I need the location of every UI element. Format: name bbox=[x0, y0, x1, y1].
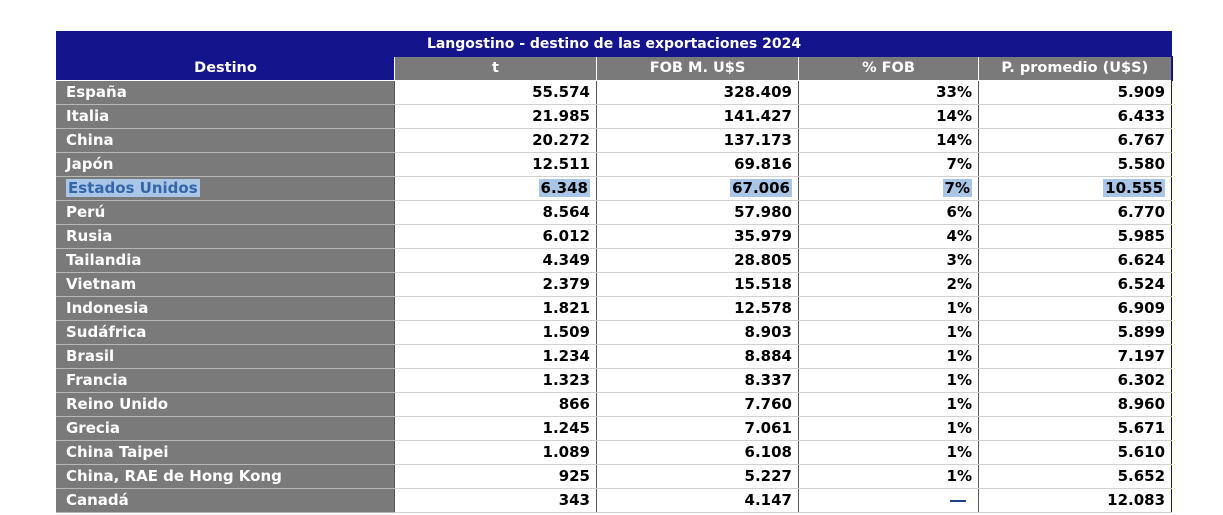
cell-fob[interactable] bbox=[597, 153, 799, 177]
cell-fob-value: 8.903 bbox=[744, 323, 792, 341]
cell-destino-value: Japón bbox=[66, 155, 114, 173]
table-row bbox=[57, 345, 1172, 369]
cell-fob-value: 15.518 bbox=[734, 275, 792, 293]
cell-precio-promedio-value: 5.671 bbox=[1117, 419, 1166, 437]
dash-mark bbox=[950, 500, 966, 502]
table-row bbox=[57, 273, 1172, 297]
cell-fob-value: 8.337 bbox=[744, 371, 792, 389]
cell-fob[interactable] bbox=[597, 417, 799, 441]
cell-t-value: 6.012 bbox=[542, 227, 590, 245]
cell-destino[interactable] bbox=[57, 249, 395, 273]
cell-precio-promedio[interactable] bbox=[979, 177, 1172, 201]
cell-pct-fob-value: 1% bbox=[946, 347, 972, 365]
cell-fob[interactable] bbox=[597, 393, 799, 417]
cell-pct-fob-value: 1% bbox=[946, 443, 972, 461]
cell-pct-fob[interactable] bbox=[799, 393, 979, 417]
column-header-fob[interactable]: FOB M. U$S bbox=[597, 57, 799, 81]
cell-t[interactable] bbox=[395, 345, 597, 369]
cell-destino[interactable] bbox=[57, 369, 395, 393]
cell-pct-fob-value: 4% bbox=[946, 227, 972, 245]
cell-precio-promedio-value: 5.899 bbox=[1117, 323, 1166, 341]
table-row bbox=[57, 441, 1172, 465]
column-header-pct-fob[interactable]: % FOB bbox=[799, 57, 979, 81]
cell-precio-promedio-value: 6.770 bbox=[1117, 203, 1166, 221]
cell-t[interactable] bbox=[395, 225, 597, 249]
cell-pct-fob[interactable] bbox=[799, 129, 979, 153]
cell-pct-fob[interactable] bbox=[799, 81, 979, 105]
cell-t[interactable] bbox=[395, 201, 597, 225]
cell-t-value: 1.089 bbox=[542, 443, 590, 461]
cell-pct-fob-value: 2% bbox=[946, 275, 972, 293]
table-row bbox=[57, 369, 1172, 393]
cell-destino[interactable] bbox=[57, 489, 395, 513]
cell-pct-fob-value: 14% bbox=[936, 107, 972, 125]
cell-fob-value: 5.227 bbox=[744, 467, 792, 485]
cell-t[interactable] bbox=[395, 441, 597, 465]
cell-fob[interactable] bbox=[597, 201, 799, 225]
cell-pct-fob[interactable] bbox=[799, 105, 979, 129]
cell-destino-value: Canadá bbox=[66, 491, 129, 509]
cell-destino[interactable] bbox=[57, 465, 395, 489]
cell-precio-promedio[interactable] bbox=[979, 201, 1172, 225]
table-row bbox=[57, 201, 1172, 225]
cell-fob-value: 8.884 bbox=[744, 347, 792, 365]
cell-fob-value: 67.006 bbox=[732, 179, 790, 197]
cell-precio-promedio[interactable] bbox=[979, 321, 1172, 345]
cell-pct-fob-value: 33% bbox=[936, 83, 972, 101]
cell-precio-promedio-value: 5.985 bbox=[1117, 227, 1166, 245]
cell-fob-value: 7.061 bbox=[744, 419, 792, 437]
table-row bbox=[57, 225, 1172, 249]
cell-t-value: 343 bbox=[558, 491, 590, 509]
cell-pct-fob[interactable] bbox=[799, 369, 979, 393]
cell-pct-fob-value: 1% bbox=[946, 323, 972, 341]
cell-t[interactable] bbox=[395, 153, 597, 177]
cell-precio-promedio-value: 6.433 bbox=[1117, 107, 1166, 125]
cell-destino[interactable] bbox=[57, 81, 395, 105]
cell-destino-value: España bbox=[66, 83, 127, 101]
cell-t[interactable] bbox=[395, 393, 597, 417]
cell-t[interactable] bbox=[395, 417, 597, 441]
column-header-t[interactable]: t bbox=[395, 57, 597, 81]
cell-pct-fob[interactable] bbox=[799, 225, 979, 249]
cell-destino-value: Vietnam bbox=[66, 275, 137, 293]
cell-t-value: 1.323 bbox=[542, 371, 590, 389]
cell-fob-value: 35.979 bbox=[734, 227, 792, 245]
table-row bbox=[57, 105, 1172, 129]
cell-pct-fob-value: 6% bbox=[946, 203, 972, 221]
cell-pct-fob-value: 1% bbox=[946, 299, 972, 317]
cell-t-value: 925 bbox=[558, 467, 590, 485]
table-row bbox=[57, 153, 1172, 177]
cell-pct-fob[interactable] bbox=[799, 321, 979, 345]
cell-t-value: 12.511 bbox=[532, 155, 590, 173]
cell-precio-promedio[interactable] bbox=[979, 393, 1172, 417]
cell-pct-fob[interactable] bbox=[799, 441, 979, 465]
cell-pct-fob-value: 1% bbox=[946, 395, 972, 413]
cell-precio-promedio-value: 6.524 bbox=[1117, 275, 1166, 293]
cell-precio-promedio[interactable] bbox=[979, 249, 1172, 273]
cell-precio-promedio[interactable] bbox=[979, 129, 1172, 153]
cell-pct-fob[interactable] bbox=[799, 465, 979, 489]
cell-fob[interactable] bbox=[597, 225, 799, 249]
cell-destino-value: Brasil bbox=[66, 347, 115, 365]
cell-precio-promedio[interactable] bbox=[979, 273, 1172, 297]
cell-destino-value: Reino Unido bbox=[66, 395, 169, 413]
cell-fob[interactable] bbox=[597, 369, 799, 393]
cell-destino-value: Indonesia bbox=[66, 299, 149, 317]
cell-precio-promedio[interactable] bbox=[979, 465, 1172, 489]
cell-precio-promedio[interactable] bbox=[979, 297, 1172, 321]
cell-precio-promedio[interactable] bbox=[979, 345, 1172, 369]
cell-fob-value: 69.816 bbox=[734, 155, 792, 173]
cell-precio-promedio-value: 5.610 bbox=[1117, 443, 1166, 461]
cell-pct-fob[interactable] bbox=[799, 417, 979, 441]
cell-precio-promedio[interactable] bbox=[979, 81, 1172, 105]
table-row bbox=[57, 489, 1172, 513]
cell-precio-promedio-value: 8.960 bbox=[1117, 395, 1166, 413]
cell-destino-value: Italia bbox=[66, 107, 110, 125]
cell-pct-fob[interactable] bbox=[799, 489, 979, 513]
cell-precio-promedio[interactable] bbox=[979, 489, 1172, 513]
table-row bbox=[57, 297, 1172, 321]
cell-destino-value: China bbox=[66, 131, 114, 149]
cell-fob[interactable] bbox=[597, 177, 799, 201]
cell-t[interactable] bbox=[395, 273, 597, 297]
cell-t-value: 866 bbox=[558, 395, 590, 413]
cell-fob[interactable] bbox=[597, 249, 799, 273]
cell-precio-promedio[interactable] bbox=[979, 417, 1172, 441]
cell-pct-fob[interactable] bbox=[799, 297, 979, 321]
cell-destino[interactable] bbox=[57, 105, 395, 129]
cell-precio-promedio-value: 6.302 bbox=[1117, 371, 1166, 389]
cell-pct-fob-value: 14% bbox=[936, 131, 972, 149]
cell-fob[interactable] bbox=[597, 489, 799, 513]
cell-fob[interactable] bbox=[597, 345, 799, 369]
cell-fob[interactable] bbox=[597, 81, 799, 105]
cell-destino[interactable] bbox=[57, 321, 395, 345]
cell-t[interactable] bbox=[395, 129, 597, 153]
cell-t-value: 21.985 bbox=[532, 107, 590, 125]
cell-t-value: 20.272 bbox=[532, 131, 590, 149]
cell-pct-fob-value: 1% bbox=[946, 419, 972, 437]
cell-t-value: 6.348 bbox=[540, 179, 588, 197]
cell-pct-fob-value: 7% bbox=[946, 155, 972, 173]
cell-fob-value: 137.173 bbox=[723, 131, 792, 149]
cell-pct-fob-value: 1% bbox=[946, 467, 972, 485]
cell-t[interactable] bbox=[395, 369, 597, 393]
cell-destino[interactable] bbox=[57, 153, 395, 177]
table-row bbox=[57, 129, 1172, 153]
cell-fob-value: 328.409 bbox=[723, 83, 792, 101]
cell-t[interactable] bbox=[395, 297, 597, 321]
cell-t[interactable] bbox=[395, 465, 597, 489]
cell-fob-value: 28.805 bbox=[734, 251, 792, 269]
column-header-precio-promedio[interactable]: P. promedio (U$S) bbox=[979, 57, 1172, 81]
cell-destino[interactable] bbox=[57, 177, 395, 201]
cell-fob-value: 141.427 bbox=[723, 107, 792, 125]
cell-precio-promedio[interactable] bbox=[979, 369, 1172, 393]
cell-precio-promedio-value: 6.624 bbox=[1117, 251, 1166, 269]
cell-destino-value: Tailandia bbox=[66, 251, 142, 269]
cell-destino-value: Grecia bbox=[66, 419, 121, 437]
cell-fob[interactable] bbox=[597, 441, 799, 465]
cell-precio-promedio-value: 5.909 bbox=[1117, 83, 1166, 101]
cell-destino-value: China Taipei bbox=[66, 443, 169, 461]
cell-fob-value: 7.760 bbox=[744, 395, 792, 413]
cell-destino-value: Sudáfrica bbox=[66, 323, 147, 341]
cell-destino[interactable] bbox=[57, 273, 395, 297]
cell-pct-fob[interactable] bbox=[799, 345, 979, 369]
cell-pct-fob-value: 7% bbox=[944, 179, 970, 197]
cell-precio-promedio[interactable] bbox=[979, 441, 1172, 465]
table-row bbox=[57, 417, 1172, 441]
cell-pct-fob-value: 3% bbox=[946, 251, 972, 269]
cell-t[interactable] bbox=[395, 321, 597, 345]
cell-destino[interactable] bbox=[57, 201, 395, 225]
cell-destino[interactable] bbox=[57, 129, 395, 153]
table-row bbox=[57, 81, 1172, 105]
cell-t[interactable] bbox=[395, 177, 597, 201]
cell-fob[interactable] bbox=[597, 273, 799, 297]
cell-precio-promedio[interactable] bbox=[979, 225, 1172, 249]
cell-t-value: 1.821 bbox=[542, 299, 590, 317]
table-row bbox=[57, 177, 1172, 201]
table-row bbox=[57, 465, 1172, 489]
cell-destino[interactable] bbox=[57, 417, 395, 441]
cell-t-value: 55.574 bbox=[532, 83, 590, 101]
cell-pct-fob-value: 1% bbox=[946, 371, 972, 389]
cell-pct-fob[interactable] bbox=[799, 249, 979, 273]
cell-precio-promedio-value: 7.197 bbox=[1117, 347, 1166, 365]
cell-precio-promedio[interactable] bbox=[979, 105, 1172, 129]
cell-pct-fob[interactable] bbox=[799, 273, 979, 297]
cell-fob-value: 57.980 bbox=[734, 203, 792, 221]
cell-destino[interactable] bbox=[57, 393, 395, 417]
column-header-destino[interactable]: Destino bbox=[57, 57, 395, 81]
cell-destino[interactable] bbox=[57, 441, 395, 465]
cell-destino-value: Francia bbox=[66, 371, 128, 389]
cell-fob[interactable] bbox=[597, 321, 799, 345]
cell-t-value: 1.245 bbox=[542, 419, 590, 437]
cell-t[interactable] bbox=[395, 81, 597, 105]
cell-precio-promedio-value: 6.767 bbox=[1117, 131, 1166, 149]
cell-fob-value: 12.578 bbox=[734, 299, 792, 317]
cell-fob[interactable] bbox=[597, 129, 799, 153]
cell-precio-promedio[interactable] bbox=[979, 153, 1172, 177]
cell-fob[interactable] bbox=[597, 465, 799, 489]
table-row bbox=[57, 393, 1172, 417]
cell-precio-promedio-value: 5.580 bbox=[1117, 155, 1166, 173]
cell-precio-promedio-value: 5.652 bbox=[1117, 467, 1166, 485]
table-body bbox=[57, 81, 1172, 513]
cell-destino[interactable] bbox=[57, 345, 395, 369]
cell-precio-promedio-value: 12.083 bbox=[1107, 491, 1166, 509]
cell-destino-value: Perú bbox=[66, 203, 106, 221]
cell-t-value: 8.564 bbox=[542, 203, 590, 221]
table-row bbox=[57, 249, 1172, 273]
cell-fob-value: 4.147 bbox=[744, 491, 792, 509]
export-destinations-table bbox=[56, 31, 1173, 513]
cell-t-value: 1.234 bbox=[542, 347, 590, 365]
cell-t[interactable] bbox=[395, 249, 597, 273]
cell-pct-fob[interactable] bbox=[799, 201, 979, 225]
cell-destino[interactable] bbox=[57, 297, 395, 321]
cell-fob[interactable] bbox=[597, 297, 799, 321]
cell-t[interactable] bbox=[395, 489, 597, 513]
cell-destino-value: China, RAE de Hong Kong bbox=[66, 467, 282, 485]
cell-fob-value: 6.108 bbox=[744, 443, 792, 461]
cell-precio-promedio-value: 10.555 bbox=[1105, 179, 1164, 197]
table-title[interactable]: Langostino - destino de las exportaciones 2024 bbox=[57, 32, 1172, 57]
cell-t[interactable] bbox=[395, 105, 597, 129]
cell-t-value: 1.509 bbox=[542, 323, 590, 341]
cell-destino-value: Estados Unidos bbox=[68, 179, 198, 197]
cell-fob[interactable] bbox=[597, 105, 799, 129]
spreadsheet-table-region bbox=[56, 31, 1171, 513]
cell-pct-fob[interactable] bbox=[799, 177, 979, 201]
cell-t-value: 2.379 bbox=[542, 275, 590, 293]
cell-t-value: 4.349 bbox=[542, 251, 590, 269]
cell-pct-fob[interactable] bbox=[799, 153, 979, 177]
cell-destino-value: Rusia bbox=[66, 227, 113, 245]
table-row bbox=[57, 321, 1172, 345]
cell-destino[interactable] bbox=[57, 225, 395, 249]
cell-precio-promedio-value: 6.909 bbox=[1117, 299, 1166, 317]
